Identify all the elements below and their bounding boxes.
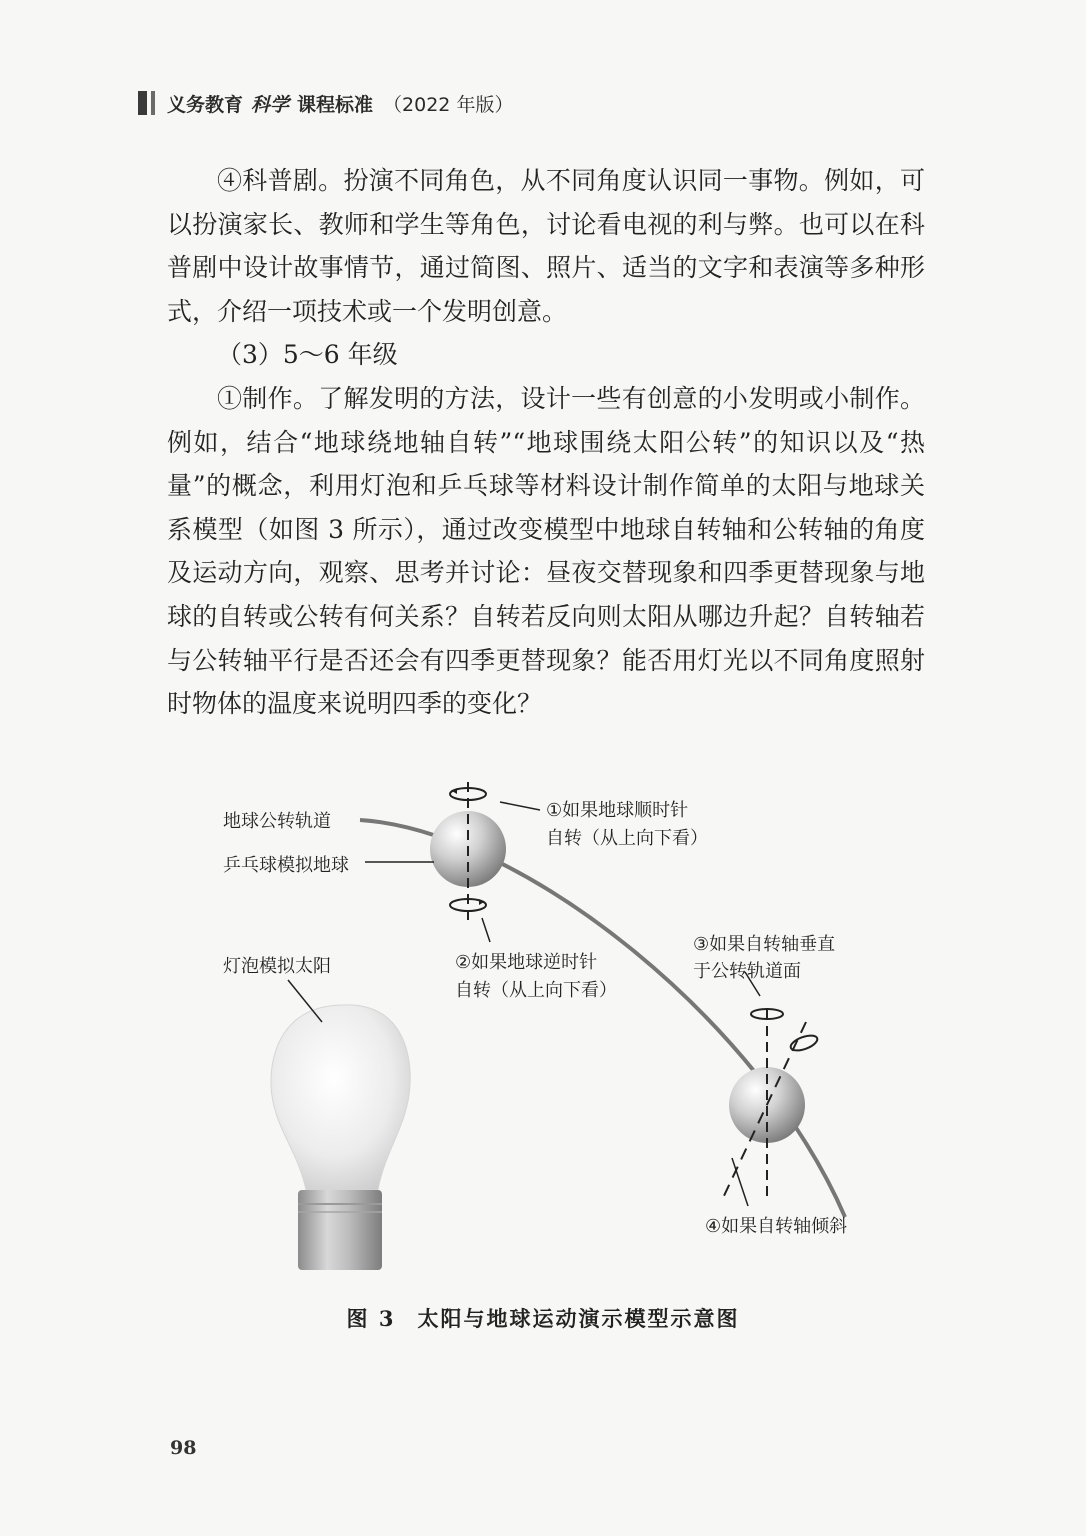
header-mark-thin bbox=[151, 91, 155, 115]
body-text bbox=[167, 159, 925, 726]
leader-clockwise bbox=[500, 802, 540, 810]
running-header bbox=[138, 88, 513, 118]
earth-ball-bottom bbox=[722, 972, 819, 1206]
figure-caption bbox=[0, 1303, 1086, 1333]
book-title-subject: 科学 bbox=[251, 93, 290, 116]
figure-number: 图 3 bbox=[346, 1306, 396, 1331]
label-bulb-sun: 灯泡模拟太阳 bbox=[223, 956, 331, 977]
book-title bbox=[167, 90, 513, 117]
book-title-part2: 课程标准 bbox=[297, 93, 374, 116]
label-counterclockwise-line1: ②如果地球逆时针 bbox=[455, 952, 598, 973]
earth-ball-top bbox=[365, 782, 540, 942]
label-perpendicular-line2: 于公转轨道面 bbox=[693, 961, 801, 982]
leader-counterclockwise bbox=[482, 918, 490, 942]
label-clockwise-line1: ①如果地球顺时针 bbox=[546, 800, 689, 821]
book-edition: （2022 年版） bbox=[383, 93, 514, 116]
label-clockwise-line2: 自转（从上向下看） bbox=[546, 828, 708, 849]
label-perpendicular-line1: ③如果自转轴垂直 bbox=[693, 934, 836, 955]
paragraph-making: ①制作。了解发明的方法，设计一些有创意的小发明或小制作。例如，结合“地球绕地轴自转”“地球围绕太阳公转”的知识以及“热量”的概念，利用灯泡和乒乓球等材料设计制作简单的太阳与地球关系模型（如图 3 所示），通过改变模型中地球自转轴和公转轴的角度及运动方向，观察、思考并讨论：昼夜交替现象和四季更替现象与地球的自转或公转有何关系？自转若反向则太阳从哪边升起？自转轴若与公转轴平行是否还会有四季更替现象？能否用灯光以不同角度照射时物体的温度来说明四季的变化？ bbox=[167, 383, 925, 719]
header-bar-marks bbox=[138, 91, 155, 115]
paragraph-science-drama: ④科普剧。扮演不同角色，从不同角度认识同一事物。例如，可以扮演家长、教师和学生等角色，讨论看电视的利与弊。也可以在科普剧中设计故事情节，通过简图、照片、适当的文字和表演等多种形式，介绍一项技术或一个发明创意。 bbox=[167, 166, 925, 326]
header-mark-thick bbox=[138, 91, 147, 115]
figure-caption-text: 太阳与地球运动演示模型示意图 bbox=[417, 1306, 740, 1331]
bulb-base bbox=[298, 1190, 382, 1270]
label-pingpong-earth: 乒乓球模拟地球 bbox=[223, 855, 349, 876]
book-title-part1: 义务教育 bbox=[167, 93, 244, 116]
figure-illustration bbox=[0, 760, 1086, 1300]
bulb-sun-model bbox=[271, 1005, 410, 1270]
page-number: 98 bbox=[170, 1437, 197, 1459]
section-heading-grade-5-6: （3）5～6 年级 bbox=[217, 340, 398, 370]
leader-tilted bbox=[732, 1158, 748, 1206]
label-counterclockwise-line2: 自转（从上向下看） bbox=[455, 980, 617, 1001]
bulb-glass bbox=[271, 1005, 410, 1190]
figure-sun-earth-model bbox=[0, 760, 1086, 1300]
label-tilted-axis: ④如果自转轴倾斜 bbox=[705, 1216, 848, 1237]
label-orbit: 地球公转轨道 bbox=[223, 811, 331, 832]
